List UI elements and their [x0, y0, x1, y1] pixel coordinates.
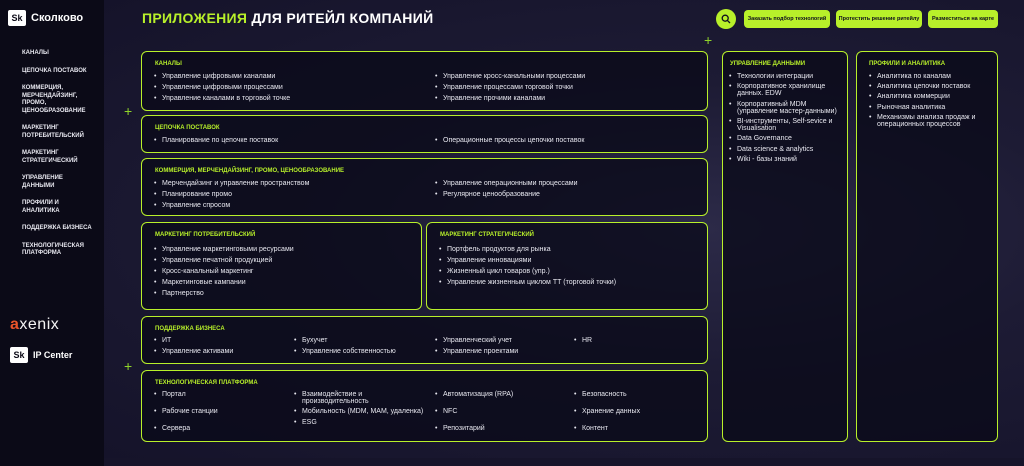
section-marketing-consumer [141, 222, 422, 310]
list-item[interactable]: • Управление печатной продукцией [154, 257, 294, 265]
list-item[interactable]: • BI-инструменты, Self-sevice и Visualisation [729, 118, 845, 132]
axenix-logo-mark: a [10, 316, 20, 333]
list-item[interactable]: • Управление маркетинговыми ресурсами [154, 246, 294, 254]
sidebar-item-tech-platform[interactable]: ТЕХНОЛОГИЧЕСКАЯ ПЛАТФОРМА [22, 242, 84, 256]
list-item[interactable]: • Управление собственностью [294, 348, 396, 356]
page-title [142, 10, 433, 26]
section-supply-chain [141, 115, 708, 153]
list-item[interactable]: • Сервера [154, 425, 218, 433]
business-col1 [154, 337, 233, 359]
list-item[interactable]: • ИТ [154, 337, 233, 345]
list-item[interactable]: • Wiki - базы знаний [729, 156, 845, 163]
list-item[interactable]: • Корпоративный MDM (управление мастер-данными) [729, 101, 845, 115]
channels-col2 [435, 73, 585, 106]
list-item[interactable]: • Бухучет [294, 337, 396, 345]
list-item[interactable]: • Рабочие станции [154, 408, 218, 416]
list-item[interactable]: • Управление активами [154, 348, 233, 356]
section-title: МАРКЕТИНГ СТРАТЕГИЧЕСКИЙ [440, 232, 534, 238]
list-item[interactable]: • Управленческий учет [435, 337, 518, 345]
list-item[interactable]: • Операционные процессы цепочки поставок [435, 137, 584, 145]
sidebar-item-channels[interactable]: КАНАЛЫ [22, 50, 49, 56]
list-item[interactable]: • Управление инновациями [439, 257, 616, 265]
logo-text: Сколково [31, 12, 84, 24]
section-channels [141, 51, 708, 111]
list-item[interactable]: • Маркетинговые кампании [154, 279, 294, 287]
list-item[interactable]: • Портал [154, 391, 218, 399]
ip-center-logo[interactable] [10, 347, 72, 363]
list-item[interactable]: • Корпоративное хранилище данных. EDW [729, 83, 845, 97]
list-item[interactable]: • Аналитика по каналам [869, 73, 994, 80]
search-icon [721, 14, 731, 24]
axenix-logo[interactable] [10, 316, 59, 334]
decor-plus-icon: + [124, 358, 133, 374]
decor-plus-icon: + [124, 103, 133, 119]
sidebar [0, 0, 104, 466]
section-business-support [141, 316, 708, 364]
supply-col1 [154, 137, 278, 148]
page-title-accent: ПРИЛОЖЕНИЯ [142, 10, 248, 26]
list-item[interactable]: • Управление прочими каналами [435, 95, 585, 103]
section-data-management [722, 51, 848, 442]
list-item[interactable]: • Репозитарий [435, 425, 513, 433]
list-item[interactable]: • Автоматизация (RPA) [435, 391, 513, 399]
sk-ip-logo-icon: Sk [10, 347, 28, 363]
list-item[interactable]: • Хранение данных [574, 408, 640, 416]
profiles-list [869, 73, 994, 131]
list-item[interactable]: • Планирование по цепочке поставок [154, 137, 278, 145]
list-item[interactable]: • Жизненный цикл товаров (упр.) [439, 268, 616, 276]
page-title-rest: ДЛЯ РИТЕЙЛ КОМПАНИЙ [247, 10, 434, 26]
ip-center-text: IP Center [33, 350, 73, 360]
sidebar-item-supply-chain[interactable]: ЦЕПОЧКА ПОСТАВОК [22, 67, 87, 74]
sidebar-item-marketing-consumer[interactable]: МАРКЕТИНГ ПОТРЕБИТЕЛЬСКИЙ [22, 125, 84, 139]
tech-col2 [294, 391, 424, 429]
sidebar-item-profiles-analytics[interactable]: ПРОФИЛИ И АНАЛИТИКА [22, 200, 60, 214]
commerce-col2 [435, 180, 577, 202]
list-item[interactable]: • Безопасность [574, 391, 640, 399]
section-title: КОММЕРЦИЯ, МЕРЧЕНДАЙЗИНГ, ПРОМО, ЦЕНООБРАЗОВАНИЕ [155, 168, 345, 174]
list-item[interactable]: • Мобильность (MDM, MAM, удаленка) [294, 408, 424, 415]
list-item[interactable]: • ESG [294, 419, 424, 426]
list-item[interactable]: • Управление каналами в торговой точке [154, 95, 290, 103]
list-item[interactable]: • Технологии интеграции [729, 73, 845, 80]
section-title: ТЕХНОЛОГИЧЕСКАЯ ПЛАТФОРМА [155, 380, 258, 386]
list-item[interactable]: • Управление проектами [435, 348, 518, 356]
main-content [104, 0, 1024, 458]
section-title: ПОДДЕРЖКА БИЗНЕСА [155, 326, 225, 332]
tech-col3 [435, 391, 513, 436]
supply-col2 [435, 137, 584, 148]
order-tech-selection-button[interactable]: Заказать подбор технологий [744, 10, 830, 28]
section-title: ПРОФИЛИ И АНАЛИТИКА [869, 61, 946, 67]
skolkovo-logo[interactable] [8, 10, 96, 26]
sidebar-item-marketing-strategic[interactable]: МАРКЕТИНГ СТРАТЕГИЧЕСКИЙ [22, 150, 78, 164]
tech-col4 [574, 391, 640, 436]
marketing-strategic-list [439, 246, 616, 290]
list-item[interactable]: • Партнерство [154, 290, 294, 298]
sidebar-item-commerce[interactable]: КОММЕРЦИЯ, МЕРЧЕНДАЙЗИНГ, ПРОМО, ЦЕНООБРАЗОВАНИЕ [22, 85, 86, 114]
section-tech-platform [141, 370, 708, 442]
decor-plus-icon: + [704, 32, 713, 48]
business-col2 [294, 337, 396, 359]
list-item[interactable]: • Data Governance [729, 135, 845, 142]
sk-logo-icon: Sk [8, 10, 26, 26]
list-item[interactable]: • Управление операционными процессами [435, 180, 577, 188]
list-item[interactable]: • Планирование промо [154, 191, 309, 199]
section-title: УПРАВЛЕНИЕ ДАННЫМИ [730, 61, 806, 67]
section-title: МАРКЕТИНГ ПОТРЕБИТЕЛЬСКИЙ [155, 232, 256, 238]
list-item[interactable]: • Управление кросс-канальными процессами [435, 73, 585, 81]
sidebar-item-business-support[interactable]: ПОДДЕРЖКА БИЗНЕСА [22, 225, 92, 231]
section-marketing-strategic [426, 222, 708, 310]
list-item[interactable]: • Аналитика коммерции [869, 93, 994, 100]
list-item[interactable]: • Кросс-канальный маркетинг [154, 268, 294, 276]
business-col3 [435, 337, 518, 359]
section-title: ЦЕПОЧКА ПОСТАВОК [155, 125, 220, 131]
list-item[interactable]: • Аналитика цепочки поставок [869, 83, 994, 90]
list-item[interactable]: • NFC [435, 408, 513, 416]
list-item[interactable]: • Контент [574, 425, 640, 433]
channels-col1 [154, 73, 290, 106]
list-item[interactable]: • Управление спросом [154, 202, 309, 210]
list-item[interactable]: • Портфель продуктов для рынка [439, 246, 616, 254]
section-commerce [141, 158, 708, 216]
sidebar-item-data-management[interactable]: УПРАВЛЕНИЕ ДАННЫМИ [22, 175, 63, 189]
list-item[interactable]: • Управление жизненным циклом ТТ (торговой точки) [439, 279, 616, 287]
list-item[interactable]: • HR [574, 337, 592, 345]
axenix-logo-text: xenix [19, 316, 60, 333]
search-button[interactable] [716, 9, 736, 29]
test-solution-button[interactable]: Протестить решение ритейлу [836, 10, 922, 28]
list-item[interactable]: • Управление цифровыми процессами [154, 84, 290, 92]
section-title: КАНАЛЫ [155, 61, 182, 67]
list-item[interactable]: • Рыночная аналитика [869, 104, 994, 111]
place-on-map-button[interactable]: Разместиться на карте [928, 10, 998, 28]
business-col4 [574, 337, 592, 348]
list-item[interactable]: • Управление цифровыми каналами [154, 73, 290, 81]
list-item[interactable]: • Механизмы анализа продаж и операционных процессов [869, 114, 994, 128]
section-profiles-analytics [856, 51, 998, 442]
list-item[interactable]: • Регулярное ценообразование [435, 191, 577, 199]
list-item[interactable]: • Управление процессами торговой точки [435, 84, 585, 92]
data-management-list [729, 73, 845, 166]
list-item[interactable]: • Data science & analytics [729, 146, 845, 153]
marketing-consumer-list [154, 246, 294, 301]
list-item[interactable]: • Мерчендайзинг и управление пространством [154, 180, 309, 188]
commerce-col1 [154, 180, 309, 213]
tech-col1 [154, 391, 218, 436]
list-item[interactable]: • Взаимодействие и производительность [294, 391, 424, 405]
